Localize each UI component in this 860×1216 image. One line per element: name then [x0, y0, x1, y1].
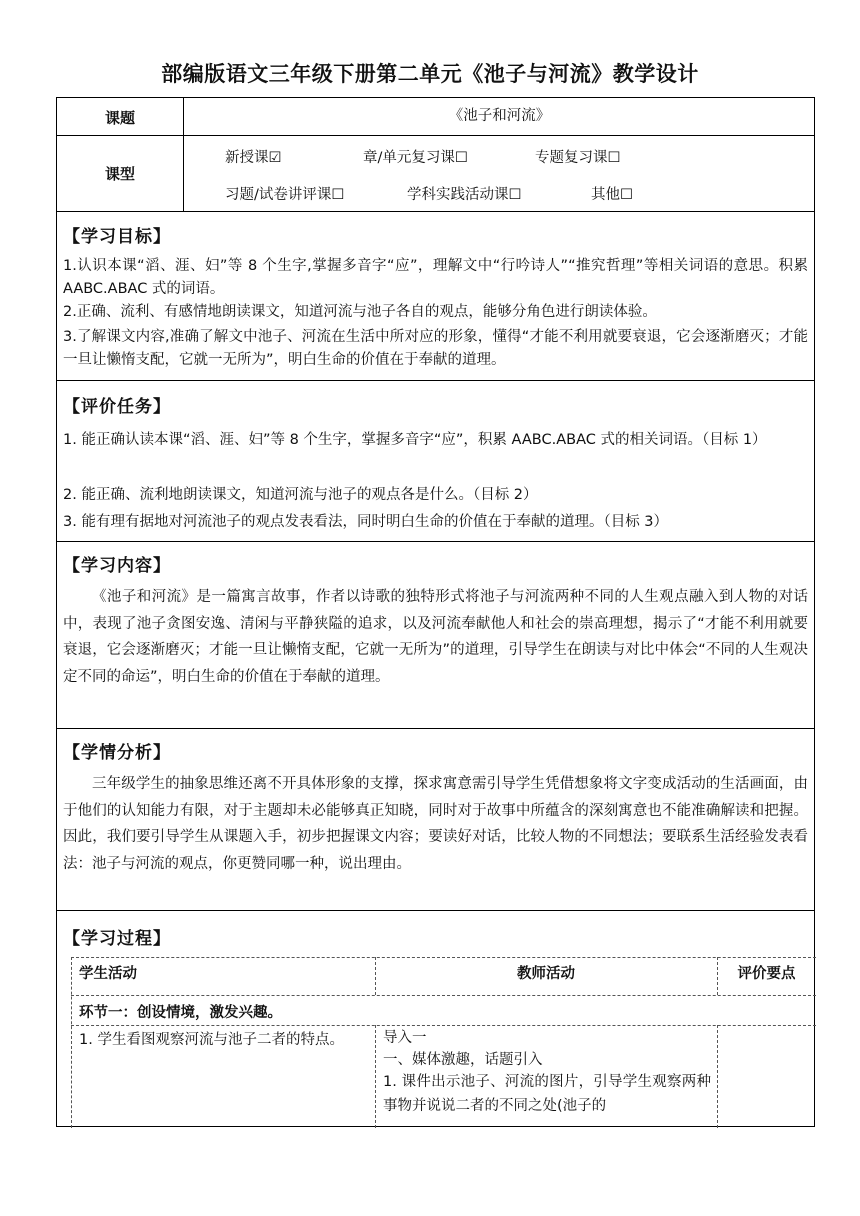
- section-divider: [57, 910, 814, 911]
- page-title: 部编版语文三年级下册第二单元《池子与河流》教学设计: [161, 62, 699, 86]
- type-option-exercise[interactable]: 习题/试卷讲评课☐: [225, 187, 345, 203]
- tasks-heading: 【评价任务】: [63, 397, 171, 417]
- task-item: 3. 能有理有据地对河流池子的观点发表看法，同时明白生命的价值在于奉献的道理。（目标 3）: [63, 514, 669, 530]
- goals-heading: 【学习目标】: [63, 227, 171, 247]
- col-eval-header: 评价要点: [737, 966, 796, 982]
- student-activity: 1. 学生看图观察河流与池子二者的特点。: [79, 1032, 344, 1048]
- goal-item: 2.正确、流利、有感情地朗读课文，知道河流与池子各自的观点，能够分角色进行朗读体验。: [63, 304, 657, 320]
- type-option-practice[interactable]: 学科实践活动课☐: [407, 187, 522, 203]
- col-student-header: 学生活动: [79, 966, 137, 982]
- teacher-activity-line: 1. 课件出示池子、河流的图片，引导学生观察两种事物并说说二者的不同之处(池子的: [383, 1074, 711, 1114]
- row-divider: [57, 211, 814, 212]
- task-item: 1. 能正确认读本课“滔、涯、妇”等 8 个生字，掌握多音字“应”，积累 AABC.ABAC 式的相关词语。（目标 1）: [63, 432, 767, 448]
- type-label: 课型: [104, 165, 135, 183]
- topic-value: 《池子和河流》: [448, 108, 551, 124]
- goal-item: 1.认识本课“滔、涯、妇”等 8 个生字,掌握多音字“应”，理解文中“行吟诗人”“推究哲理”等相关词语的意思。积累 AABC.ABAC 式的词语。: [63, 258, 808, 297]
- process-heading: 【学习过程】: [63, 929, 171, 949]
- type-option-review[interactable]: 章/单元复习课☐: [363, 150, 468, 166]
- teacher-activity-line: 一、媒体激趣，话题引入: [383, 1052, 543, 1068]
- section-divider: [57, 728, 814, 729]
- row-divider: [57, 135, 814, 136]
- col-teacher-header: 教师活动: [517, 966, 575, 982]
- task-item: 2. 能正确、流利地朗读课文，知道河流与池子的观点各是什么。（目标 2）: [63, 487, 538, 503]
- analysis-text: 三年级学生的抽象思维还离不开具体形象的支撑，探求寓意需引导学生凭借想象将文字变成活动的生活画面，由于他们的认知能力有限，对于主题却未必能够真正知晓，同时对于故事中所蕴含的深刻寓意也不能准确解读和把握。因此，我们要引导学生从课题入手，初步把握课文内容；要读好对话，比较人物的不同想法；要联系生活经验发表看法：池子与河流的观点，你更赞同哪一种，说出理由。: [63, 776, 808, 872]
- type-option-other[interactable]: 其他☐: [591, 187, 633, 203]
- goal-item: 3.了解课文内容,准确了解文中池子、河流在生活中所对应的形象，懂得“才能不利用就要衰退，它会逐渐磨灭；才能一旦让懒惰支配，它就一无所为”，明白生命的价值在于奉献的道理。: [63, 329, 808, 368]
- type-option-new[interactable]: 新授课☑: [225, 150, 282, 166]
- step-heading: 环节一：创设情境，激发兴趣。: [79, 1005, 282, 1021]
- teacher-activity-line: 导入一: [383, 1030, 427, 1046]
- lesson-table: [56, 97, 815, 1127]
- section-divider: [57, 380, 814, 381]
- topic-label: 课题: [104, 109, 135, 127]
- analysis-heading: 【学情分析】: [63, 743, 171, 763]
- section-divider: [57, 541, 814, 542]
- content-text: 《池子和河流》是一篇寓言故事，作者以诗歌的独特形式将池子与河流两种不同的人生观点融入到人物的对话中，表现了池子贪图安逸、清闲与平静狭隘的追求，以及河流奉献他人和社会的崇高理想，揭示了“才能不利用就要衰退，它会逐渐磨灭；才能一旦让懒惰支配，它就一无所为”的道理，引导学生在朗读与对比中体会“不同的人生观决定不同的命运”，明白生命的价值在于奉献的道理。: [63, 589, 808, 685]
- type-option-topic[interactable]: 专题复习课☐: [535, 150, 621, 166]
- content-heading: 【学习内容】: [63, 556, 171, 576]
